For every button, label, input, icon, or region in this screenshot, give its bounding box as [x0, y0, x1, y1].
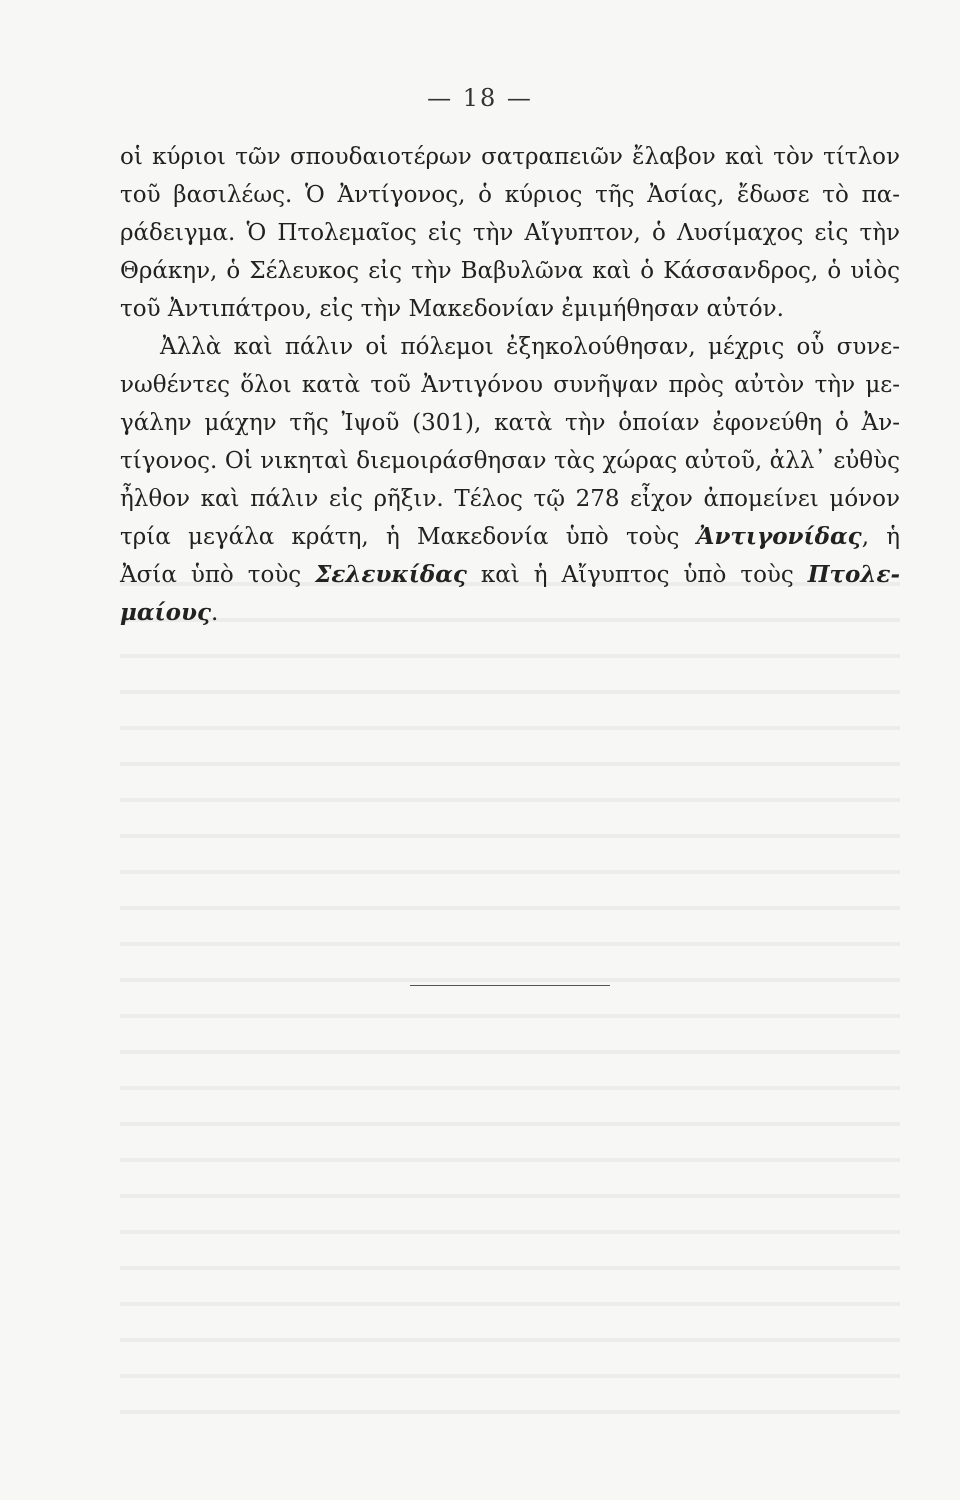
page-number: — 18 — [427, 84, 533, 112]
text-line: οἱ κύριοι τῶν σπουδαιοτέρων σατραπειῶν ἔλαβον καὶ τὸν τίτλον [120, 144, 900, 170]
text-line: γάλην μάχην τῆς Ἰψοῦ (301), κατὰ τὴν ὁποίαν ἐφονεύθη ὁ Ἀν- [120, 410, 900, 436]
body-text [120, 138, 900, 632]
text-line: Θράκην, ὁ Σέλευκος εἰς τὴν Βαβυλῶνα καὶ ὁ Κάσσανδρος, ὁ υἱὸς [120, 258, 900, 284]
text-segment: τρία μεγάλα κράτη, ἡ Μακεδονία ὑπὸ τοὺς [120, 524, 697, 550]
dynasty-name-ptolemies-cont: μαίους [120, 599, 211, 626]
dynasty-name-seleucids: Σελευκίδας [315, 561, 467, 588]
text-line: νωθέντες ὅλοι κατὰ τοῦ Ἀντιγόνου συνῆψαν πρὸς αὐτὸν τὴν με- [120, 372, 900, 398]
paragraph-start-line: Ἀλλὰ καὶ πάλιν οἱ πόλεμοι ἐξηκολούθησαν, μέχρις οὗ συνε- [160, 334, 900, 360]
text-line: τοῦ βασιλέως. Ὁ Ἀντίγονος, ὁ κύριος τῆς Ἀσίας, ἔδωσε τὸ πα- [120, 182, 900, 208]
text-line [120, 594, 900, 632]
text-segment: καὶ ἡ Αἴγυπτος ὑπὸ τοὺς [466, 562, 808, 588]
text-line [120, 518, 900, 556]
text-segment: , ἡ [861, 524, 900, 550]
dynasty-name-antigonids: Ἀντιγονίδας [696, 523, 862, 550]
text-line: ἦλθον καὶ πάλιν εἰς ρῆξιν. Τέλος τῷ 278 εἶχον ἀπομείνει μόνον [120, 486, 900, 512]
bleed-through-shadow [120, 560, 900, 1440]
section-divider [410, 985, 610, 986]
dynasty-name-ptolemies: Πτολε- [807, 561, 900, 588]
text-segment: . [210, 600, 219, 626]
text-line: τίγονος. Οἱ νικηταὶ διεμοιράσθησαν τὰς χώρας αὐτοῦ, ἀλλ᾽ εὐθὺς [120, 448, 900, 474]
text-line [120, 556, 900, 594]
text-segment: Ἀσία ὑπὸ τοὺς [120, 562, 316, 588]
text-line: ράδειγμα. Ὁ Πτολεμαῖος εἰς τὴν Αἴγυπτον, ὁ Λυσίμαχος εἰς τὴν [120, 220, 900, 246]
text-line: τοῦ Ἀντιπάτρου, εἰς τὴν Μακεδονίαν ἐμιμήθησαν αὐτόν. [120, 296, 784, 322]
